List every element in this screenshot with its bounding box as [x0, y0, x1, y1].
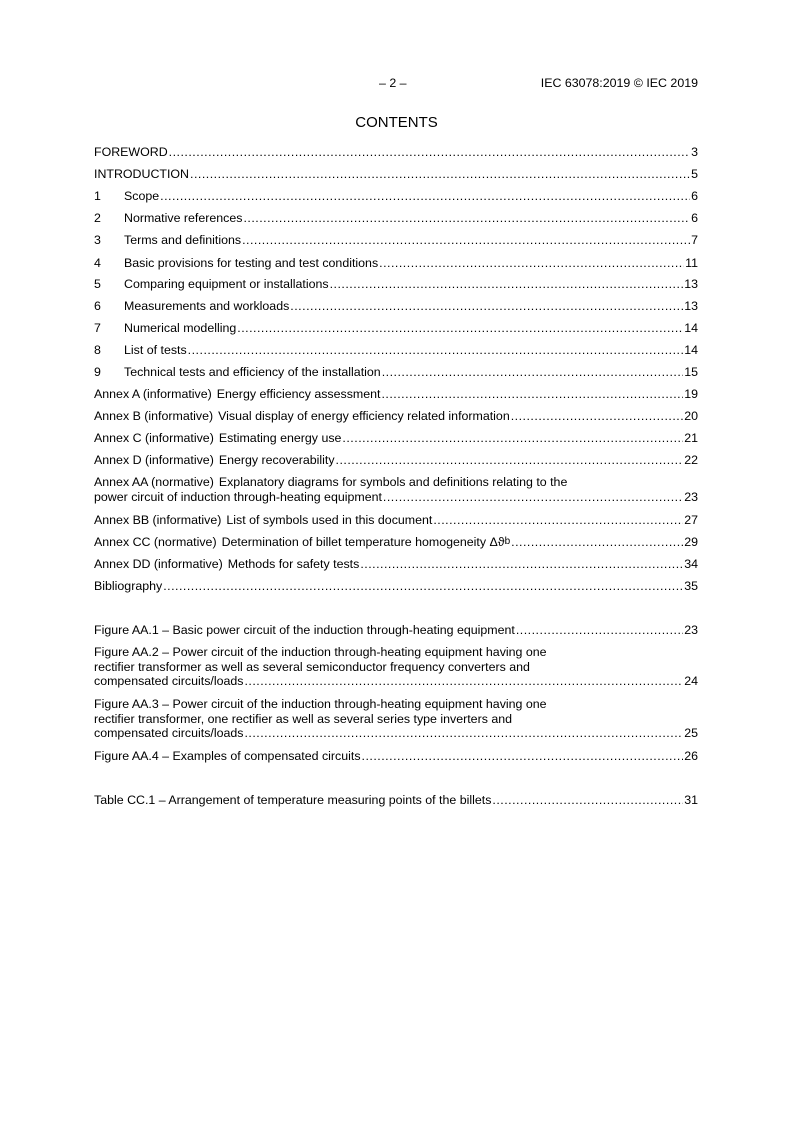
- toc-page: 23: [684, 489, 698, 504]
- figure-entry-aa2[interactable]: [94, 645, 698, 689]
- toc-entry-annex-b[interactable]: [94, 409, 698, 424]
- toc-entry-technical-tests[interactable]: [94, 365, 698, 380]
- toc-entry-annex-d[interactable]: [94, 453, 698, 468]
- toc-page: 13: [684, 299, 698, 313]
- toc-label: INTRODUCTION: [94, 167, 189, 181]
- toc-label-continued: power circuit of induction through-heating equipment: [94, 489, 382, 504]
- section-number: 1: [94, 189, 101, 203]
- toc-entry-annex-cc[interactable]: [94, 535, 698, 550]
- toc-entry-list-of-tests[interactable]: [94, 343, 698, 358]
- toc-label: Measurements and workloads: [124, 299, 290, 313]
- figure-label: rectifier transformer as well as several semiconductor frequency converters and: [94, 659, 530, 674]
- toc-label: Visual display of energy efficiency related information: [218, 409, 510, 423]
- toc-page: 25: [684, 726, 698, 740]
- section-number: 5: [94, 277, 101, 291]
- toc-entry-introduction[interactable]: [94, 167, 698, 182]
- toc-page: 34: [684, 557, 698, 571]
- figure-label: Figure AA.4 – Examples of compensated circuits: [94, 749, 361, 763]
- toc-label: Technical tests and efficiency of the installation: [124, 365, 381, 379]
- toc-page: 24: [684, 674, 698, 688]
- toc-entry-normative-references[interactable]: [94, 211, 698, 226]
- document-reference: IEC 63078:2019 © IEC 2019: [540, 76, 698, 90]
- toc-entry-numerical-modelling[interactable]: [94, 321, 698, 336]
- toc-entry-annex-c[interactable]: [94, 431, 698, 446]
- annex-prefix: Annex B (informative): [94, 409, 214, 423]
- toc-page: 7: [691, 233, 698, 247]
- section-number: 3: [94, 233, 101, 247]
- toc-entry-foreword[interactable]: [94, 145, 698, 160]
- toc-label: List of tests: [124, 343, 187, 357]
- toc-page: 15: [684, 365, 698, 379]
- toc-page: 11: [685, 256, 698, 270]
- annex-prefix: Annex C (informative): [94, 431, 214, 445]
- toc-label: Bibliography: [94, 579, 163, 593]
- toc-entry-terms[interactable]: [94, 233, 698, 248]
- figure-entry-aa4[interactable]: [94, 749, 698, 764]
- figure-label: Figure AA.2 – Power circuit of the induction through-heating equipment having one: [94, 645, 547, 659]
- section-number: 8: [94, 343, 101, 357]
- annex-prefix: Annex DD (informative): [94, 557, 223, 571]
- section-number: 4: [94, 256, 101, 270]
- toc-page: 3: [691, 145, 698, 159]
- section-number: 9: [94, 365, 101, 379]
- contents-title: CONTENTS: [355, 114, 438, 131]
- toc-label: Normative references: [124, 211, 243, 225]
- toc-page: 5: [691, 167, 698, 181]
- table-entry-cc1[interactable]: [94, 793, 698, 808]
- toc-entry-bibliography[interactable]: [94, 579, 698, 594]
- annex-prefix: Annex BB (informative): [94, 513, 222, 527]
- toc-entry-annex-a[interactable]: [94, 387, 698, 402]
- figure-entry-aa3[interactable]: [94, 697, 698, 741]
- annex-prefix: Annex A (informative): [94, 387, 212, 401]
- toc-label: Terms and definitions: [124, 233, 242, 247]
- toc-page: 31: [684, 793, 698, 807]
- toc-entry-annex-aa[interactable]: [94, 475, 698, 504]
- toc-label: Comparing equipment or installations: [124, 277, 329, 291]
- toc-page: 23: [684, 623, 698, 637]
- toc-page: 26: [684, 749, 698, 763]
- toc-entry-measurements[interactable]: [94, 299, 698, 314]
- figure-label: Figure AA.1 – Basic power circuit of the induction through-heating equipment: [94, 623, 515, 637]
- toc-page: 35: [684, 579, 698, 593]
- toc-label: Numerical modelling: [124, 321, 237, 335]
- toc-page: 19: [684, 387, 698, 401]
- toc-page: 27: [684, 513, 698, 527]
- annex-prefix: Annex CC (normative): [94, 535, 217, 549]
- section-number: 6: [94, 299, 101, 313]
- toc-label: List of symbols used in this document: [226, 513, 433, 527]
- toc-label: Explanatory diagrams for symbols and definitions relating to the: [218, 475, 568, 489]
- toc-label: Energy recoverability: [218, 453, 335, 467]
- figure-label: compensated circuits/loads: [94, 726, 244, 740]
- toc-label: Energy efficiency assessment: [216, 387, 381, 401]
- figure-label: rectifier transformer, one rectifier as well as several series type inverters and: [94, 711, 513, 726]
- toc-entry-basic-provisions[interactable]: [94, 256, 698, 271]
- toc-entry-annex-dd[interactable]: [94, 557, 698, 572]
- toc-page: 29: [684, 535, 698, 549]
- toc-entry-scope[interactable]: [94, 189, 698, 204]
- toc-label: Determination of billet temperature homogeneity Δϑ: [221, 535, 505, 549]
- toc-page: 22: [684, 453, 698, 467]
- toc-entry-annex-bb[interactable]: [94, 513, 698, 528]
- toc-page: 6: [691, 211, 698, 225]
- toc-page: 14: [684, 321, 698, 335]
- figure-label: compensated circuits/loads: [94, 674, 244, 688]
- annex-prefix: Annex D (informative): [94, 453, 214, 467]
- toc-label: Scope: [124, 189, 160, 203]
- toc-label: FOREWORD: [94, 145, 168, 159]
- toc-label: Methods for safety tests: [227, 557, 360, 571]
- toc-entry-comparing[interactable]: [94, 277, 698, 292]
- toc-label: Basic provisions for testing and test conditions: [124, 256, 379, 270]
- annex-prefix: Annex AA (normative): [94, 475, 214, 489]
- subscript: b: [504, 536, 511, 547]
- figure-label: Figure AA.3 – Power circuit of the induction through-heating equipment having one: [94, 697, 547, 711]
- toc-page: 20: [684, 409, 698, 423]
- page-header: [0, 76, 793, 92]
- toc-page: 14: [684, 343, 698, 357]
- figure-entry-aa1[interactable]: [94, 623, 698, 638]
- page-number: – 2 –: [379, 76, 407, 90]
- toc-page: 21: [684, 431, 698, 445]
- table-label: Table CC.1 – Arrangement of temperature measuring points of the billets: [94, 793, 492, 807]
- section-number: 2: [94, 211, 101, 225]
- toc-page: 6: [691, 189, 698, 203]
- section-number: 7: [94, 321, 101, 335]
- toc-label: Estimating energy use: [218, 431, 342, 445]
- toc-page: 13: [684, 277, 698, 291]
